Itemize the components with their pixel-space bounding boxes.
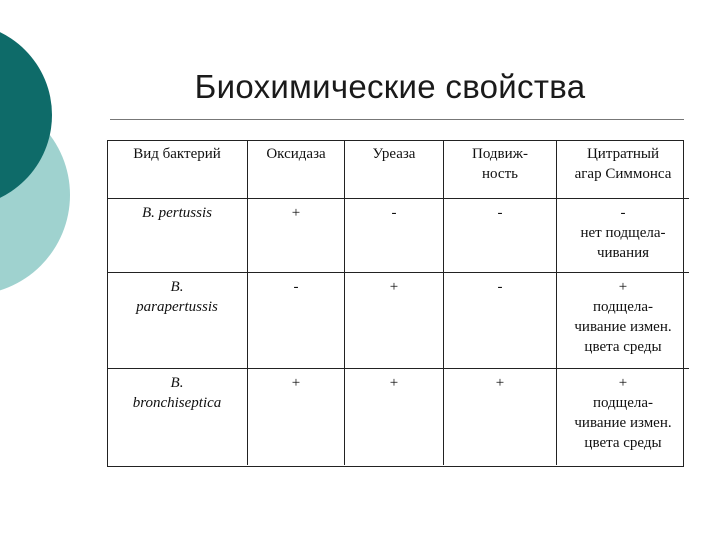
- biochemical-properties-table: [107, 140, 689, 465]
- citrate-cell: [557, 198, 690, 272]
- header-motility-line1: Подвиж-: [471, 146, 528, 162]
- title-divider: [110, 119, 684, 120]
- oxidase-cell: -: [248, 272, 345, 368]
- circle-shapes-icon: [0, 0, 80, 300]
- species-name-line1: B.: [170, 278, 184, 295]
- header-citrate: [557, 140, 690, 198]
- header-oxidase-text: Оксидаза: [266, 146, 326, 162]
- table-row: [107, 368, 689, 465]
- citrate-line: подщела-: [592, 298, 654, 315]
- species-name: B. pertussis: [141, 204, 212, 221]
- citrate-line: чивание измен.: [574, 318, 672, 335]
- urease-cell: +: [345, 368, 444, 465]
- species-name-line2: bronchiseptica: [132, 394, 222, 411]
- species-name-line1: B.: [170, 374, 184, 391]
- table-header-row: [107, 140, 689, 198]
- citrate-line: -: [620, 204, 626, 221]
- urease-cell: -: [345, 198, 444, 272]
- header-urease-text: Уреаза: [372, 146, 416, 162]
- table-row: [107, 198, 689, 272]
- species-cell: [107, 198, 248, 272]
- citrate-cell: [557, 272, 690, 368]
- header-citrate-line2: агар Симмонса: [574, 166, 672, 182]
- citrate-line: +: [618, 278, 628, 295]
- header-motility-line2: ность: [482, 166, 518, 182]
- citrate-line: чивание измен.: [574, 414, 672, 431]
- motility-cell: -: [444, 198, 557, 272]
- citrate-line: подщела-: [592, 394, 654, 411]
- species-cell: [107, 368, 248, 465]
- page-title: Биохимические свойства: [194, 68, 586, 105]
- citrate-cell: [557, 368, 690, 465]
- header-species: [107, 140, 248, 198]
- header-species-text: Вид бактерий: [133, 146, 221, 162]
- table-row: [107, 272, 689, 368]
- motility-cell: -: [444, 272, 557, 368]
- citrate-line: цвета среды: [584, 434, 662, 451]
- oxidase-cell: +: [248, 368, 345, 465]
- citrate-line: нет подщела-: [580, 224, 666, 241]
- urease-cell: +: [345, 272, 444, 368]
- citrate-line: чивания: [596, 244, 650, 261]
- species-name-line2: parapertussis: [136, 298, 218, 315]
- header-oxidase: [248, 140, 345, 198]
- header-motility: [444, 140, 557, 198]
- motility-cell: +: [444, 368, 557, 465]
- citrate-line: +: [618, 374, 628, 391]
- header-urease: [345, 140, 444, 198]
- header-citrate-line1: Цитратный: [586, 146, 660, 162]
- oxidase-cell: +: [248, 198, 345, 272]
- species-cell: [107, 272, 248, 368]
- citrate-line: цвета среды: [584, 338, 662, 355]
- decorative-circles: [0, 0, 80, 300]
